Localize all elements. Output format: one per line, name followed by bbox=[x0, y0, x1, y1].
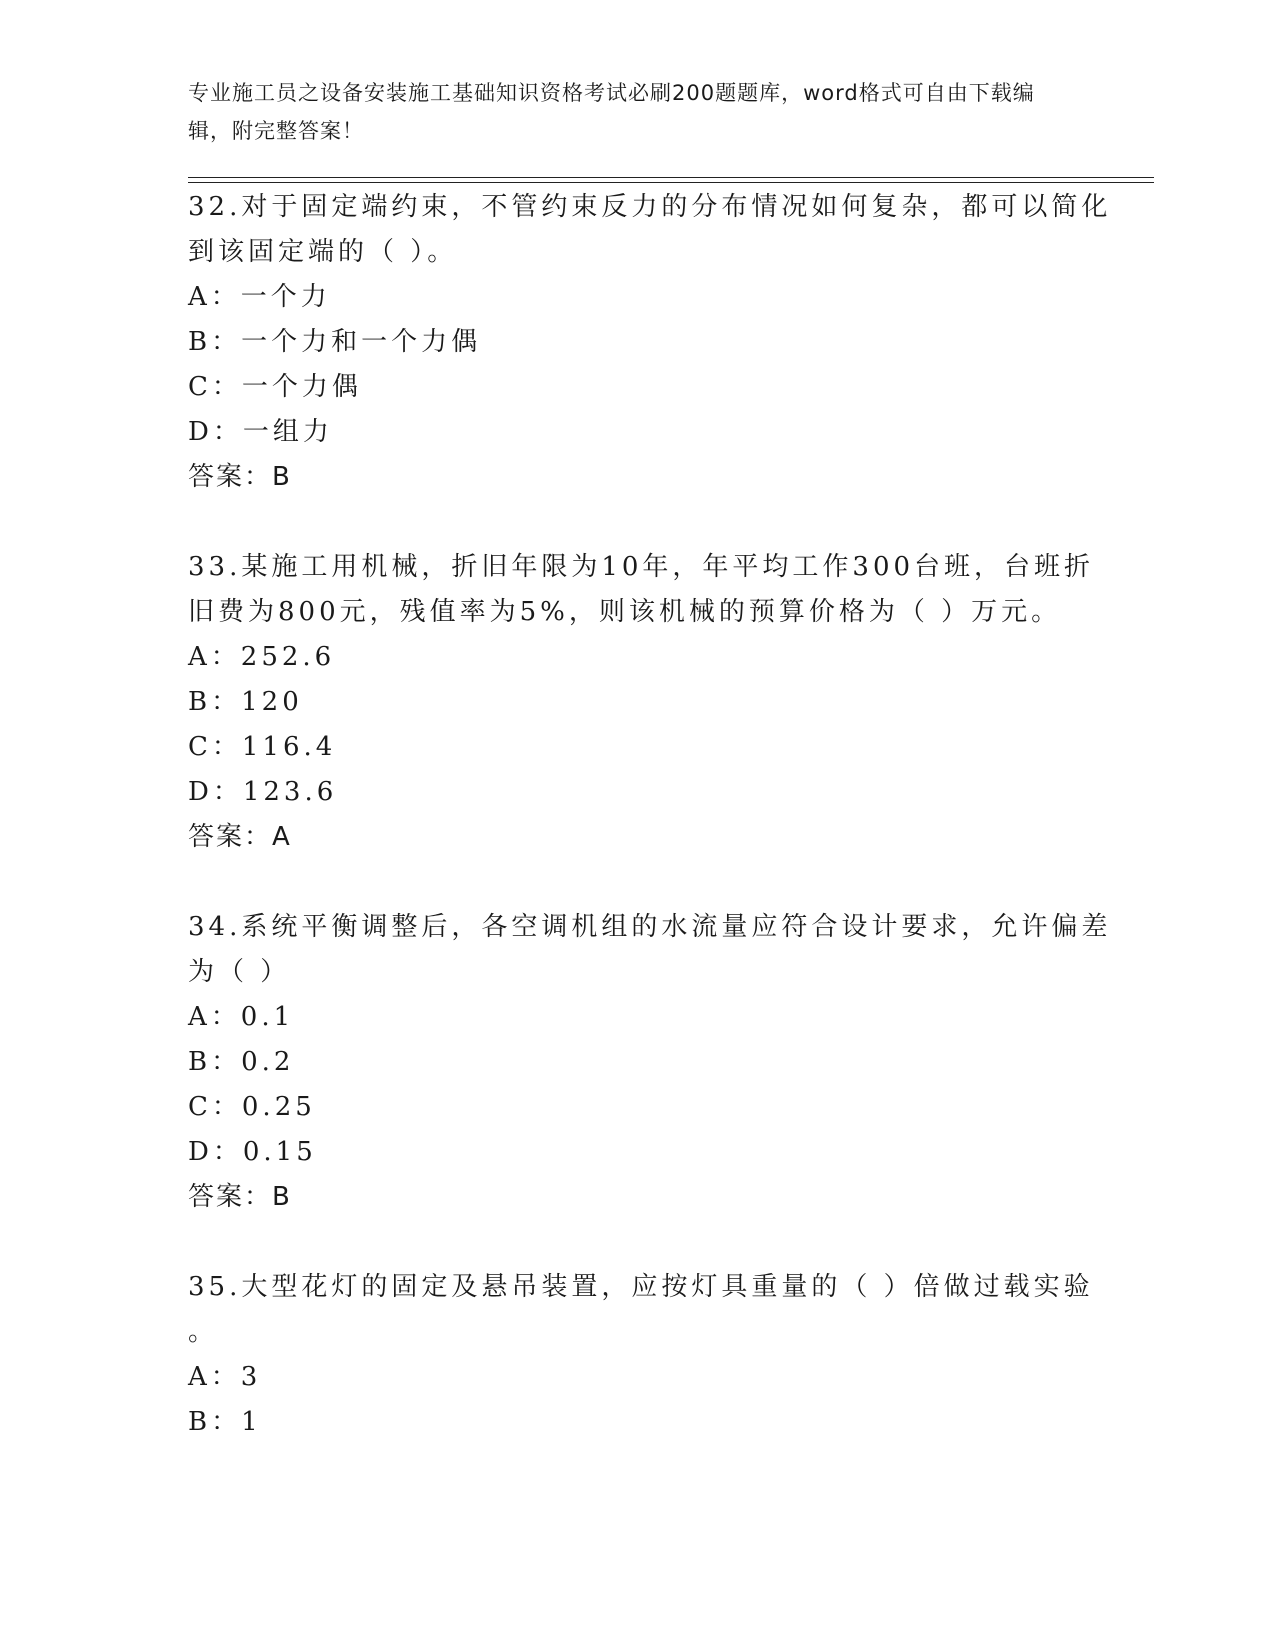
question-34-stem-line-1: 34.系统平衡调整后，各空调机组的水流量应符合设计要求，允许偏差 bbox=[188, 912, 1112, 942]
question-34-option-b: B：0.2 bbox=[188, 1047, 295, 1077]
question-33-option-a: A：252.6 bbox=[188, 642, 336, 672]
question-32-option-b: B：一个力和一个力偶 bbox=[188, 327, 482, 357]
question-33-option-b: B：120 bbox=[188, 687, 303, 717]
question-34-option-a: A：0.1 bbox=[188, 1002, 295, 1032]
question-33-answer: 答案：A bbox=[188, 822, 292, 852]
header-divider-bottom bbox=[188, 182, 1154, 183]
question-34-option-d: D：0.15 bbox=[188, 1137, 317, 1167]
question-35-stem-line-2: 。 bbox=[188, 1317, 219, 1347]
question-33-option-c: C：116.4 bbox=[188, 732, 337, 762]
question-35-option-b: B：1 bbox=[188, 1407, 262, 1437]
question-35-option-a: A：3 bbox=[188, 1362, 262, 1392]
document-header: 专业施工员之设备安装施工基础知识资格考试必刷200题题库，word格式可自由下载编辑，附完整答案！ bbox=[188, 81, 1035, 143]
question-32-answer: 答案：B bbox=[188, 462, 292, 492]
question-35-stem-line-1: 35.大型花灯的固定及悬吊装置，应按灯具重量的（ ）倍做过载实验 bbox=[188, 1272, 1094, 1302]
question-32-option-d: D：一组力 bbox=[188, 417, 333, 447]
question-33-option-d: D：123.6 bbox=[188, 777, 338, 807]
question-34-stem-line-2: 为（ ） bbox=[188, 957, 291, 987]
question-32-stem-line-1: 32.对于固定端约束，不管约束反力的分布情况如何复杂，都可以简化 bbox=[188, 192, 1112, 222]
question-34-option-c: C：0.25 bbox=[188, 1092, 316, 1122]
question-32-option-a: A：一个力 bbox=[188, 282, 331, 312]
header-divider-top bbox=[188, 177, 1154, 178]
question-32-option-c: C：一个力偶 bbox=[188, 372, 362, 402]
question-34-answer: 答案：B bbox=[188, 1182, 292, 1212]
question-33-stem-line-2: 旧费为800元，残值率为5%，则该机械的预算价格为（ ）万元。 bbox=[188, 597, 1062, 627]
question-33-stem-line-1: 33.某施工用机械，折旧年限为10年，年平均工作300台班，台班折 bbox=[188, 552, 1095, 582]
question-32-stem-line-2: 到该固定端的（ ）。 bbox=[188, 237, 458, 267]
